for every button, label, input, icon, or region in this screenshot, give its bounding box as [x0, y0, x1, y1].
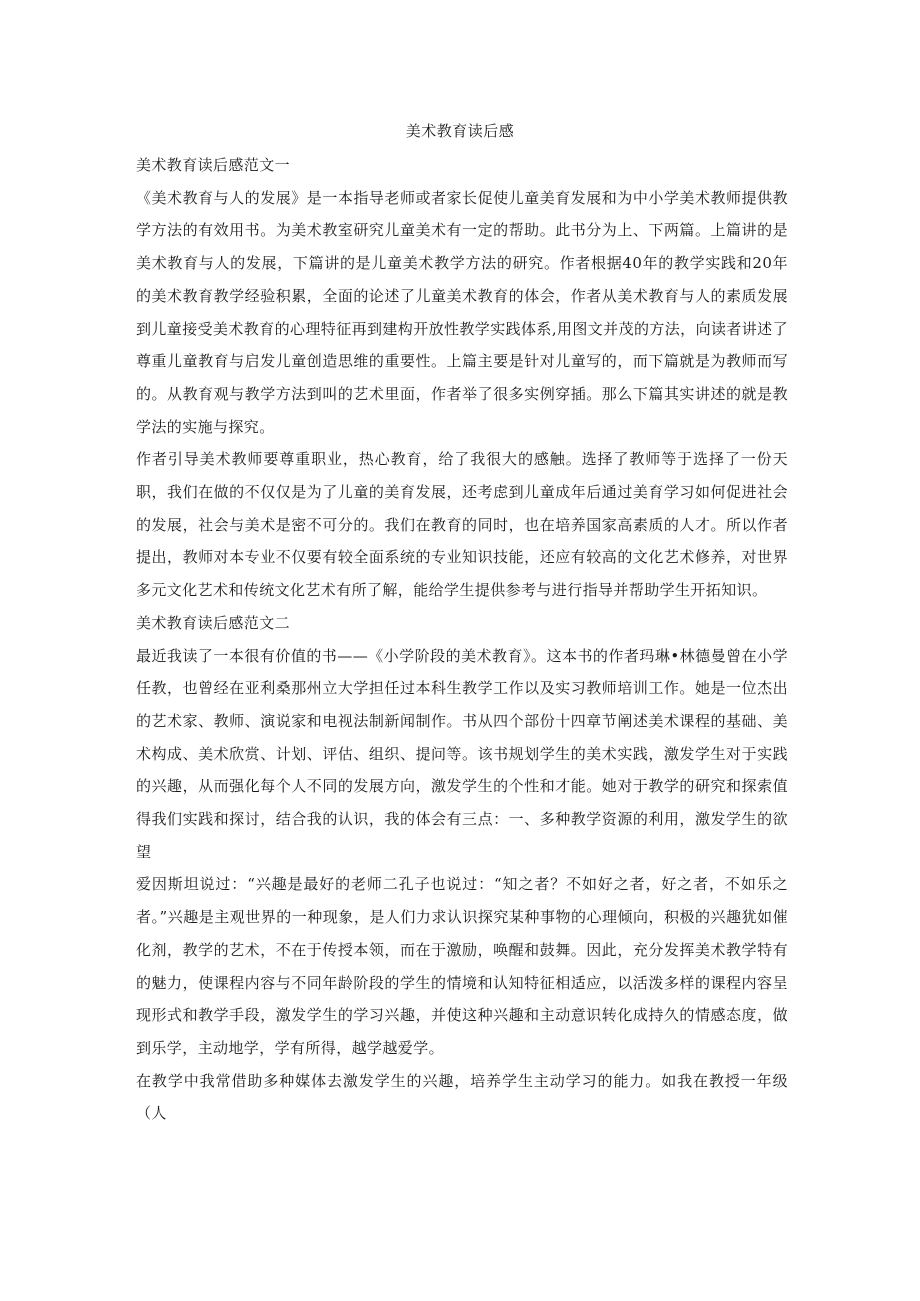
paragraph: 作者引导美术教师要尊重职业，热心教育，给了我很大的感触。选择了教师等于选择了一份天职，我们在做的不仅仅是为了儿童的美育发展，还考虑到儿童成年后通过美育学习如何促进社会的发展，社会与美术是密不可分的。我们在教育的同时，也在培养国家高素质的人才。所以作者提出，教师对本专业不仅要有较全面系统的专业知识技能，还应有较高的文化艺术修养，对世界多元文化艺术和传统文化艺术有所了解，能给学生提供参考与进行指导并帮助学生开拓知识。	[136, 450, 788, 600]
paragraph: 在教学中我常借助多种媒体去激发学生的兴趣，培养学生主动学习的能力。如我在教授一年级（人	[136, 1071, 788, 1123]
section-heading-1: 美术教育读后感范文一	[136, 156, 291, 174]
paragraph: 爱因斯坦说过：“兴趣是最好的老师二孔子也说过：“知之者？不如好之者，好之者，不如乐之者。”兴趣是主观世界的一种现象，是人们力求认识探究某种事物的心理倾向，积极的兴趣犹如催化剂，教学的艺术，不在于传授本领，而在于激励，唤醒和鼓舞。因此，充分发挥美术教学特有的魅力，使课程内容与不同年龄阶段的学生的情境和认知特征相适应，以活泼多样的课程内容呈现形式和教学手段，激发学生的学习兴趣，并使这种兴趣和主动意识转化成持久的情感态度，做到乐学，主动地学，学有所得，越学越爱学。	[136, 875, 788, 1057]
paragraph: 《美术教育与人的发展》是一本指导老师或者家长促使儿童美育发展和为中小学美术教师提供教学方法的有效用书。为美术教室研究儿童美术有一定的帮助。此书分为上、下两篇。上篇讲的是美术教育与人的发展，下篇讲的是儿童美术教学方法的研究。作者根据40年的教学实践和20年的美术教育教学经验积累，全面的论述了儿童美术教育的体会，作者从美术教育与人的素质发展到儿童接受美术教育的心理特征再到建构开放性教学实践体系,用图文并茂的方法，向读者讲述了尊重儿童教育与启发儿童创造思维的重要性。上篇主要是针对儿童写的，而下篇就是为教师而写的。从教育观与教学方法到叫的艺术里面，作者举了很多实例穿插。那么下篇其实讲述的就是教学法的实施与探究。	[136, 188, 788, 436]
section-heading-2: 美术教育读后感范文二	[136, 613, 291, 632]
document-title: 美术教育读后感	[405, 122, 515, 140]
document-body	[136, 149, 788, 1130]
paragraph: 最近我读了一本很有价值的书——《小学阶段的美术教育》。这本书的作者玛琳•林德曼曾在小学任教，也曾经在亚利桑那州立大学担任过本科生教学工作以及实习教师培训工作。她是一位杰出的艺术家、教师、演说家和电视法制新闻制作。书从四个部份十四章节阐述美术课程的基础、美术构成、美术欣赏、计划、评估、组织、提问等。该书规划学生的美术实践，激发学生对于实践的兴趣，从而强化每个人不同的发展方向，激发学生的个性和才能。她对于教学的研究和探索值得我们实践和探讨，结合我的认识，我的体会有三点：一、多种教学资源的利用，激发学生的欲望	[136, 646, 788, 861]
